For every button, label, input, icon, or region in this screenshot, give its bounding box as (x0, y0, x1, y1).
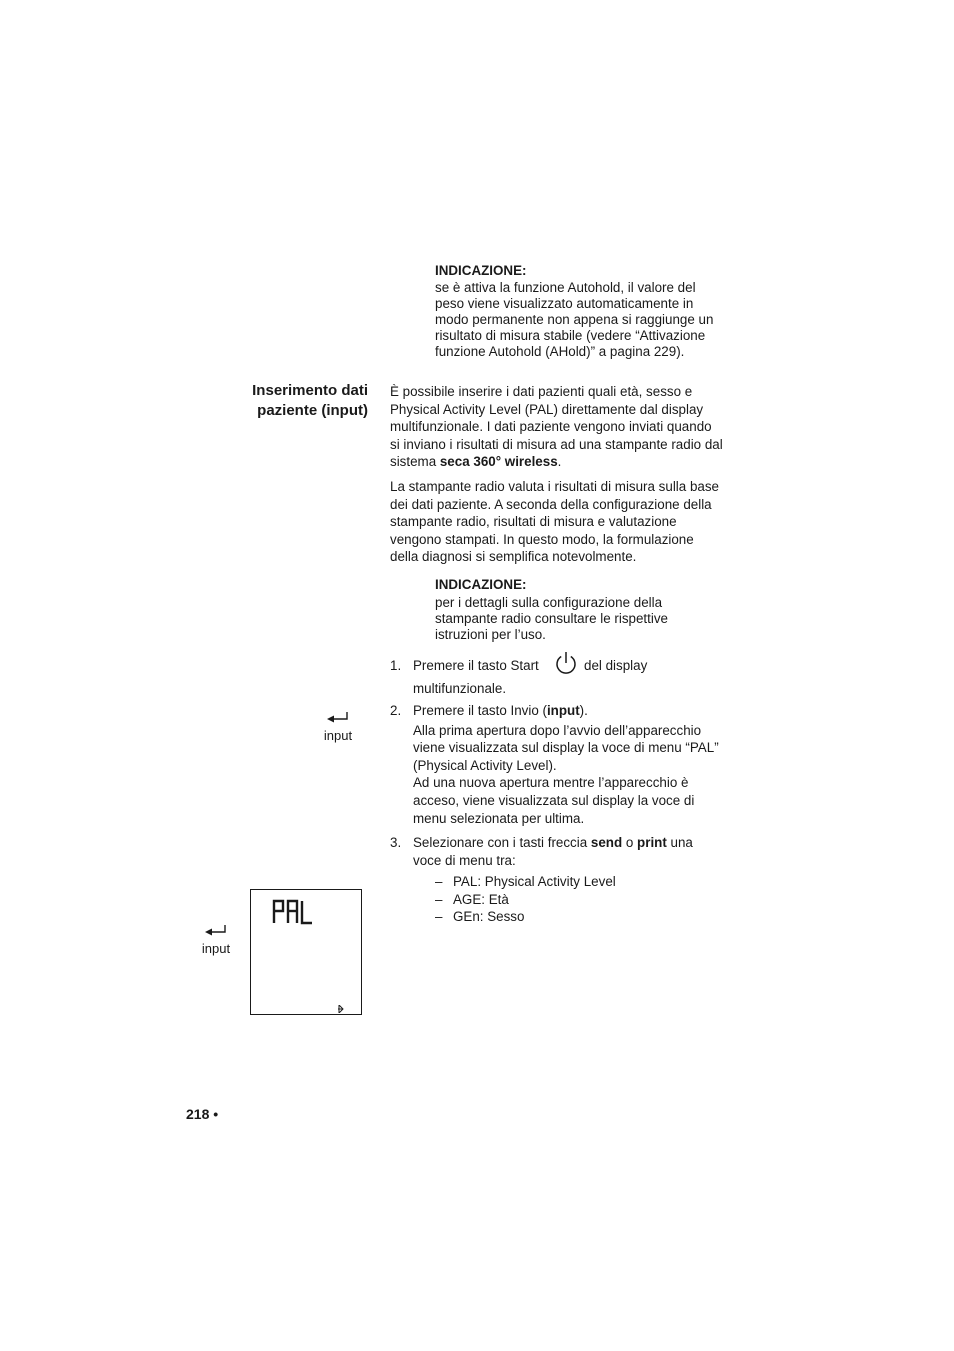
step-3 (390, 834, 740, 926)
enter-arrow-icon (318, 711, 358, 727)
note-2-line: istruzioni per l’uso. (435, 626, 546, 642)
note-2-title: INDICAZIONE: (435, 577, 527, 592)
paragraph-1 (390, 383, 740, 471)
paragraph-line: vengono stampati. In questo modo, la formulazione (390, 531, 694, 547)
enter-key-indicator (318, 711, 358, 745)
note-1-line: modo permanente non appena si raggiunge un (435, 311, 714, 327)
note-1-line: funzione Autohold (AHold)” a pagina 229). (435, 343, 685, 359)
section-heading-line: paziente (input) (257, 402, 368, 419)
paragraph-line: Physical Activity Level (PAL) direttamente dal display (390, 401, 704, 417)
note-1-line: peso viene visualizzato automaticamente in (435, 295, 694, 311)
option-list (435, 873, 740, 926)
step-line: (Physical Activity Level). (413, 757, 557, 773)
step-number: 3. (390, 835, 402, 850)
note-2-line: stampante radio consultare le rispettive (435, 610, 668, 626)
step-line: menu selezionata per ultima. (413, 810, 585, 826)
step-text-part: Selezionare con i tasti freccia (413, 835, 591, 850)
paragraph-line: multifunzionale. I dati paziente vengono inviati quando (390, 419, 712, 435)
paragraph-line: si inviano i risultati di misura ad una stampante radio dal (390, 436, 723, 452)
step-text: multifunzionale. (413, 681, 507, 696)
step-line: Alla prima apertura dopo l’avvio dell’apparecchio (413, 722, 702, 738)
paragraph-text: sistema (390, 454, 440, 470)
section-heading-line: Inserimento dati (252, 382, 368, 399)
lcd-display (250, 889, 362, 1015)
paragraph-line: della diagnosi si semplifica notevolmente. (390, 549, 637, 565)
option-text: PAL: Physical Activity Level (453, 874, 616, 890)
wireless-indicator-icon (338, 1000, 344, 1008)
section-heading (200, 381, 368, 421)
key-name: send (590, 835, 623, 850)
key-name: print (637, 835, 667, 850)
step-line: viene visualizzata sul display la voce di menu “PAL” (413, 740, 719, 756)
key-name: input (546, 703, 580, 718)
enter-label: input (323, 728, 353, 743)
paragraph-text: . (557, 454, 562, 470)
step-line: voce di menu tra: (413, 852, 516, 868)
note-1-line: se è attiva la funzione Autohold, il valore del (435, 279, 696, 295)
option-text: AGE: Età (453, 891, 509, 907)
paragraph-line: stampante radio, risultati di misura e valutazione (390, 514, 677, 530)
option-item (435, 891, 740, 909)
step-text-part: Premere il tasto Invio ( (413, 703, 547, 718)
note-1-title: INDICAZIONE: (435, 263, 527, 278)
option-dash: – (435, 874, 443, 890)
step-line: acceso, viene visualizzata sul display la voce di (413, 792, 695, 808)
paragraph-2 (390, 478, 740, 566)
note-2-line: per i dettagli sulla configurazione della (435, 594, 663, 610)
lcd-segment-text (271, 898, 321, 928)
step-number: 2. (390, 703, 402, 718)
option-item (435, 873, 740, 891)
step-text (413, 702, 740, 720)
option-dash: – (435, 909, 443, 925)
power-icon (554, 651, 578, 677)
paragraph-line: È possibile inserire i dati pazienti quali età, sesso e (390, 384, 693, 399)
product-name: seca 360° wireless (439, 454, 558, 470)
note-1-line: risultato di misura stabile (vedere “Attivazione (435, 327, 706, 343)
paragraph-line (390, 453, 740, 471)
step-text (413, 834, 740, 852)
note-2 (435, 576, 745, 643)
enter-label: input (201, 941, 231, 956)
option-dash: – (435, 891, 443, 907)
step-text-part: o (622, 835, 638, 850)
step-text: Premere il tasto Start (413, 658, 539, 673)
note-1 (435, 262, 745, 360)
step-text-part: una (666, 835, 693, 850)
paragraph-line: La stampante radio valuta i risultati di misura sulla base (390, 479, 719, 494)
option-text: GEn: Sesso (453, 909, 525, 925)
option-item (435, 908, 740, 926)
step-line: Ad una nuova apertura mentre l’apparecchio è (413, 775, 689, 791)
paragraph-line: dei dati paziente. A seconda della configurazione della (390, 496, 712, 512)
enter-key-indicator (196, 924, 236, 958)
step-number: 1. (390, 658, 402, 673)
enter-arrow-icon (196, 924, 236, 940)
step-text-part: ). (579, 703, 588, 718)
step-text: del display (584, 658, 648, 673)
step-2 (390, 702, 740, 827)
page-number: 218 • (186, 1106, 219, 1122)
